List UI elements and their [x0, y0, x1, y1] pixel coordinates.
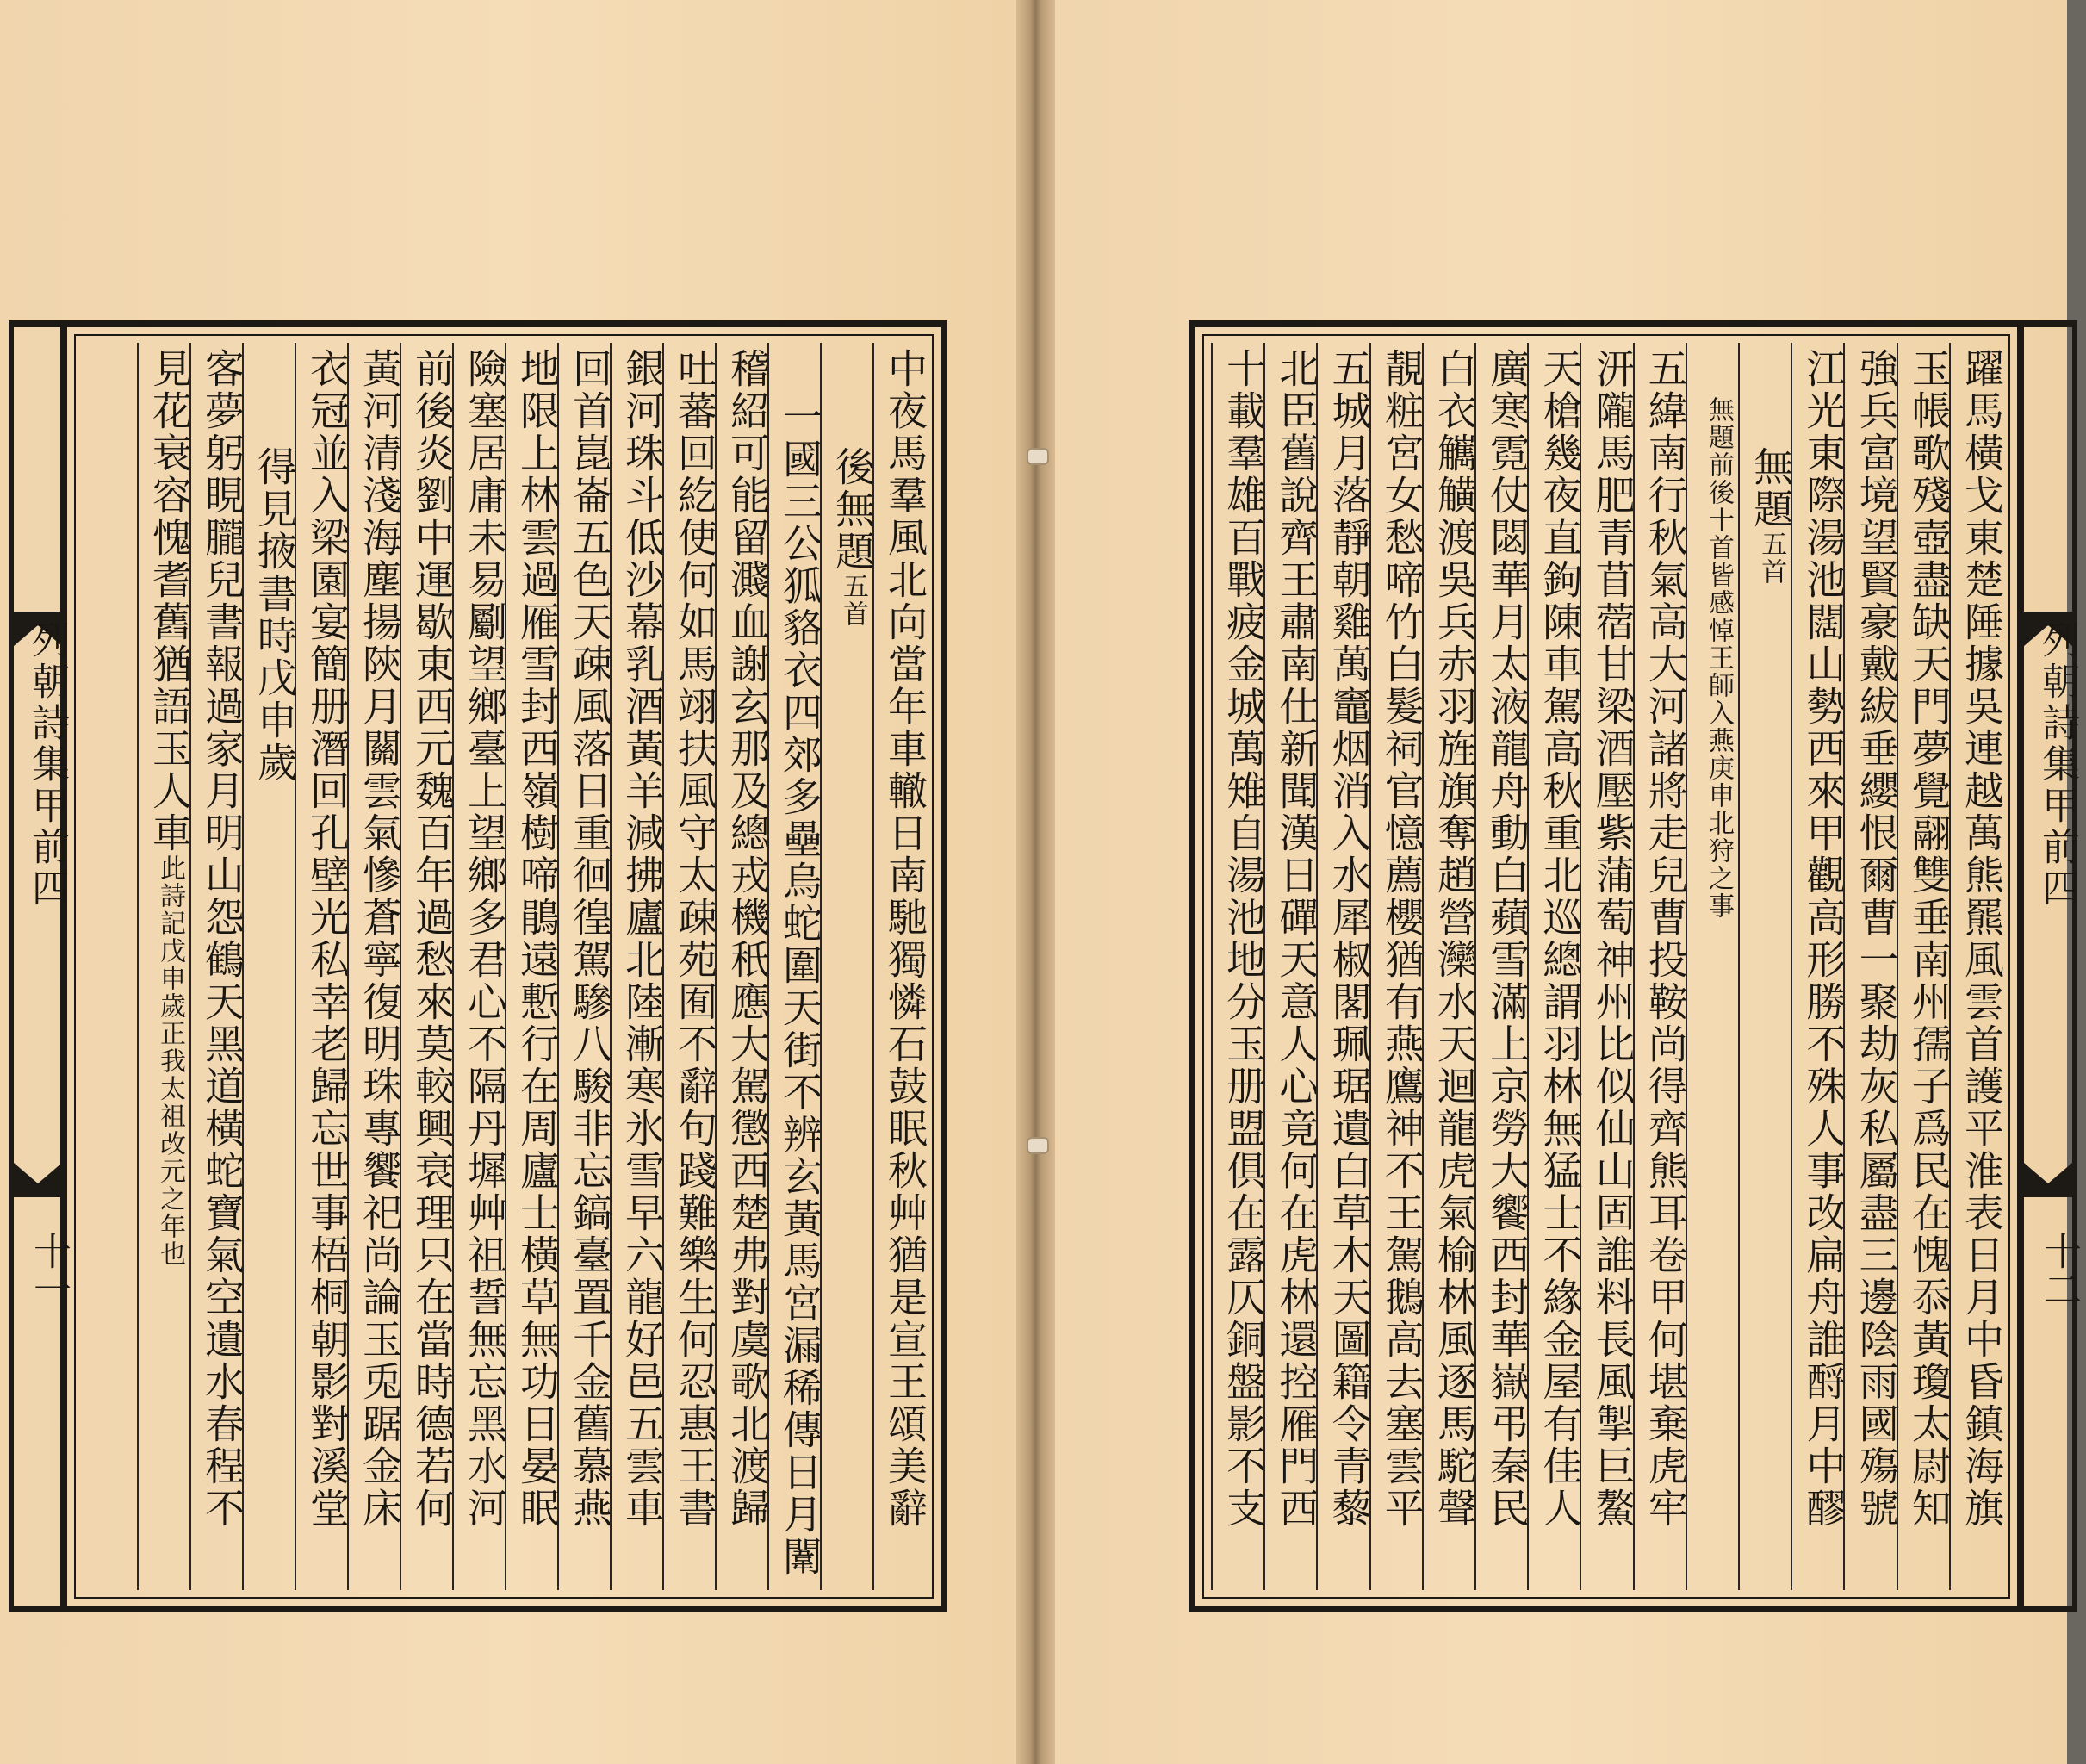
text-column: 回首崑崙五色天疎風落日重徊徨駕驂八駿非忘鎬臺置千金舊慕燕: [557, 343, 610, 1590]
poem-title-note: 五首: [838, 573, 868, 628]
right-columns: [1211, 343, 2005, 1590]
text-column: 銀河珠斗低沙幕乳酒黃羊減拂廬北陸漸寒氷雪早六龍好邑五雲車: [610, 343, 662, 1590]
text-column: 靚粧宮女愁啼竹白髮祠官憶薦櫻猶有燕鷹神不王駕鵝高去塞雲平: [1369, 343, 1422, 1590]
text-column: 險塞居庸未易劚望鄉臺上望鄉多君心不隔丹墀艸祖誓無忘黑水河: [452, 343, 505, 1590]
fishtail-mark-bottom: [2024, 1163, 2072, 1197]
text-column: 前後炎劉中運歇東西元魏百年過愁來莫較興衰理只在當時德若何: [400, 343, 452, 1590]
book-title: 列朝詩集甲前四: [25, 620, 69, 910]
poem-title-column: [820, 343, 876, 1590]
text-line: 見花衰容愧耆舊猶語玉人車: [146, 348, 193, 854]
text-column: 北臣舊說齊王肅南仕新聞漢日磾天意人心竟何在虎林還控雁門西: [1263, 343, 1316, 1590]
right-margin-banner: [2024, 320, 2081, 1612]
text-column: 躍馬橫戈東楚陲據吳連越萬熊羆風雲首護平淮表日月中昏鎮海旗: [1949, 343, 2002, 1590]
text-column: 十載羣雄百戰疲金城萬雉自湯池地分玉册盟俱在露仄銅盤影不支: [1211, 343, 1263, 1590]
text-column: 一國三公狐貉衣四郊多壘烏蛇圍天街不辨玄黃馬宮漏稀傳日月闈: [767, 343, 820, 1590]
poem-title: 後無題: [829, 446, 876, 573]
annotation: 無題前後十首皆感悼王師入燕庚申北狩之事: [1703, 396, 1734, 920]
fishtail-mark-bottom: [14, 1163, 62, 1197]
text-column: 江光東際湯池闊山勢西來甲觀高形勝不殊人事改扁舟誰酹月中醪: [1791, 343, 1843, 1590]
text-column: 稽紹可能留濺血謝玄那及總戎機秖應大駕懲西楚弗對虞歌北渡歸: [715, 343, 767, 1590]
left-margin-banner: [9, 320, 71, 1612]
poem-title: 無題: [1748, 446, 1795, 531]
text-column: 玉帳歌殘壺盡缺天門夢覺翮雙垂南州孺子爲民在愧忝黃瓊太尉知: [1897, 343, 1949, 1590]
poem-title-column: 得見掖書時戊申歲: [242, 343, 295, 1590]
annotation-column: [1686, 343, 1738, 1590]
binding-thread-bottom: [1027, 1137, 1049, 1154]
text-column: 黃河清淺海塵揚陝月關雲氣慘蒼寧復明珠專饗祀尚論玉兎踞金床: [347, 343, 400, 1590]
text-column: 衣冠並入梁園宴簡册潛回孔壁光私幸老歸忘世事梧桐朝影對溪堂: [295, 343, 347, 1590]
page-number: 十一: [27, 1232, 71, 1307]
left-text-frame: [60, 320, 947, 1612]
text-column: 廣寒霓仗閟華月太液龍舟動白蘋雪滿上京勞大饗西封華嶽弔秦民: [1474, 343, 1527, 1590]
text-column: 天槍幾夜直鉤陳車駕高秋重北巡總謂羽林無猛士不緣金屋有佳人: [1527, 343, 1580, 1590]
text-column: 汧隴馬肥青苜蓿甘梁酒壓紫蒲萄神州比似仙山固誰料長風掣巨鰲: [1580, 343, 1632, 1590]
text-column: 五城月落靜朝雞萬竈烟消入水犀椒閣珮琚遺白草木天圖籍令青藜: [1316, 343, 1369, 1590]
text-column: 五緯南行秋氣高大河諸將走兒曹投鞍尚得齊熊耳卷甲何堪棄虎牢: [1633, 343, 1686, 1590]
text-column: 地限上林雲過雁雪封西嶺樹啼鵑遠慙行在周廬士橫草無功日晏眠: [505, 343, 557, 1590]
text-column: 客夢躬睍朧兒書報過家月明山怨鶴天黑道橫蛇寶氣空遺水春程不: [189, 343, 242, 1590]
book-gutter: [1016, 0, 1055, 1764]
poem-title-column: [1738, 343, 1795, 1590]
text-column: [137, 343, 193, 1590]
binding-thread-top: [1027, 448, 1049, 465]
poem-title-note: 五首: [1756, 531, 1787, 586]
text-column: 吐蕃回紇使何如馬翊扶風守太疎苑囿不辭句踐難樂生何忍惠王書: [662, 343, 715, 1590]
right-text-frame: [1189, 320, 2024, 1612]
left-columns: [83, 343, 928, 1590]
book-title: 列朝詩集甲前四: [2035, 620, 2079, 910]
text-column: 白衣觽觵渡吳兵赤羽旌旗奪趙營灤水天迴龍虎氣榆林風逐馬駝聲: [1422, 343, 1474, 1590]
text-column: 強兵富境望賢豪戴紱垂纓恨爾曹一聚劫灰私屬盡三邊陰雨國殤號: [1843, 343, 1896, 1590]
page-number: 十二: [2037, 1232, 2081, 1307]
text-column: 中夜馬羣風北向當年車轍日南馳獨憐石鼓眠秋艸猶是宣王頌美辭: [872, 343, 925, 1590]
annotation: 此詩記戊申歲正我太祖改元之年也: [155, 854, 185, 1268]
